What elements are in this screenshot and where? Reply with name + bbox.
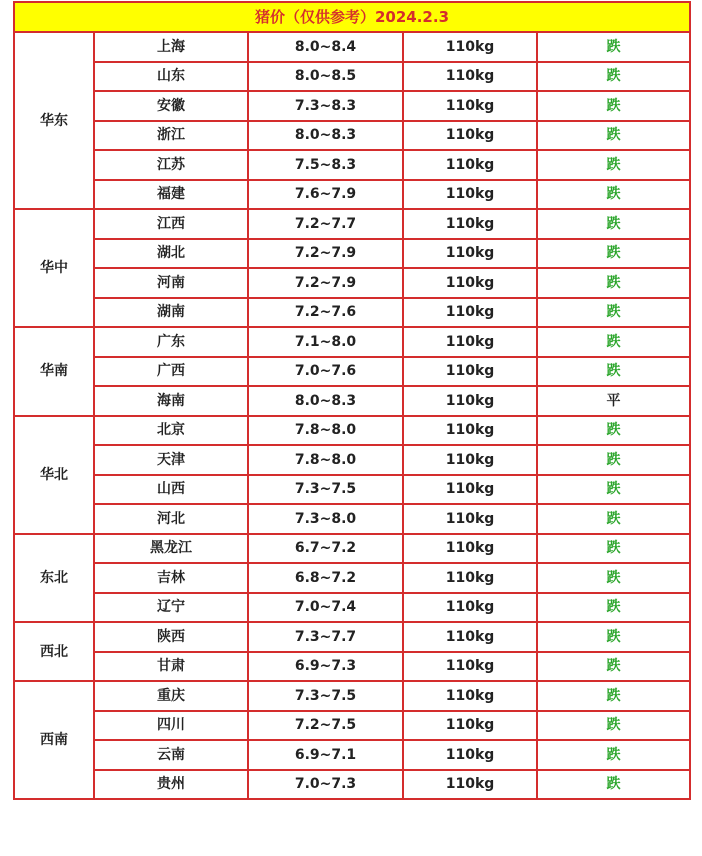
table-row [14, 239, 690, 269]
trend: 跌 [537, 770, 690, 800]
weight: 110kg [403, 593, 537, 623]
province-name: 福建 [94, 180, 248, 210]
table-row [14, 62, 690, 92]
table-row [14, 740, 690, 770]
province-name: 甘肃 [94, 652, 248, 682]
province-name: 海南 [94, 386, 248, 416]
trend: 跌 [537, 327, 690, 357]
province-name: 北京 [94, 416, 248, 446]
price-range: 7.2~7.5 [248, 711, 403, 741]
weight: 110kg [403, 239, 537, 269]
table-row [14, 121, 690, 151]
weight: 110kg [403, 91, 537, 121]
weight: 110kg [403, 475, 537, 505]
price-range: 7.3~8.0 [248, 504, 403, 534]
price-range: 7.6~7.9 [248, 180, 403, 210]
region-name: 华中 [14, 209, 94, 327]
table-row [14, 91, 690, 121]
price-range: 7.3~7.7 [248, 622, 403, 652]
price-range: 8.0~8.3 [248, 386, 403, 416]
trend: 跌 [537, 32, 690, 62]
table-body [14, 2, 690, 799]
province-name: 山东 [94, 62, 248, 92]
table-row [14, 652, 690, 682]
table-row [14, 180, 690, 210]
weight: 110kg [403, 534, 537, 564]
table-row [14, 357, 690, 387]
price-range: 7.8~8.0 [248, 416, 403, 446]
price-range: 7.2~7.7 [248, 209, 403, 239]
table-row [14, 711, 690, 741]
weight: 110kg [403, 652, 537, 682]
trend: 跌 [537, 652, 690, 682]
price-range: 7.3~7.5 [248, 475, 403, 505]
weight: 110kg [403, 681, 537, 711]
title-row [14, 2, 690, 32]
price-range: 7.3~8.3 [248, 91, 403, 121]
province-name: 天津 [94, 445, 248, 475]
table-row [14, 681, 690, 711]
price-range: 7.5~8.3 [248, 150, 403, 180]
weight: 110kg [403, 327, 537, 357]
trend: 跌 [537, 534, 690, 564]
table-row [14, 268, 690, 298]
table-row [14, 504, 690, 534]
weight: 110kg [403, 770, 537, 800]
province-name: 安徽 [94, 91, 248, 121]
price-range: 7.0~7.3 [248, 770, 403, 800]
pig-price-table [13, 1, 691, 800]
trend: 跌 [537, 121, 690, 151]
province-name: 河北 [94, 504, 248, 534]
province-name: 湖北 [94, 239, 248, 269]
trend: 跌 [537, 180, 690, 210]
trend: 跌 [537, 711, 690, 741]
weight: 110kg [403, 268, 537, 298]
price-range: 6.7~7.2 [248, 534, 403, 564]
province-name: 湖南 [94, 298, 248, 328]
region-name: 华南 [14, 327, 94, 416]
price-range: 6.9~7.3 [248, 652, 403, 682]
table-row [14, 327, 690, 357]
province-name: 江苏 [94, 150, 248, 180]
trend: 跌 [537, 416, 690, 446]
province-name: 贵州 [94, 770, 248, 800]
trend: 跌 [537, 209, 690, 239]
trend: 跌 [537, 91, 690, 121]
table-row [14, 298, 690, 328]
table-row [14, 150, 690, 180]
weight: 110kg [403, 416, 537, 446]
table-row [14, 386, 690, 416]
province-name: 江西 [94, 209, 248, 239]
price-range: 6.9~7.1 [248, 740, 403, 770]
weight: 110kg [403, 711, 537, 741]
province-name: 辽宁 [94, 593, 248, 623]
weight: 110kg [403, 386, 537, 416]
table-row [14, 593, 690, 623]
weight: 110kg [403, 180, 537, 210]
table-row [14, 622, 690, 652]
province-name: 吉林 [94, 563, 248, 593]
weight: 110kg [403, 32, 537, 62]
trend: 跌 [537, 740, 690, 770]
trend: 平 [537, 386, 690, 416]
trend: 跌 [537, 268, 690, 298]
table-row [14, 445, 690, 475]
trend: 跌 [537, 504, 690, 534]
trend: 跌 [537, 593, 690, 623]
province-name: 浙江 [94, 121, 248, 151]
trend: 跌 [537, 62, 690, 92]
province-name: 广西 [94, 357, 248, 387]
table-title: 猪价（仅供参考）2024.2.3 [14, 2, 690, 32]
price-range: 7.1~8.0 [248, 327, 403, 357]
province-name: 广东 [94, 327, 248, 357]
province-name: 四川 [94, 711, 248, 741]
province-name: 云南 [94, 740, 248, 770]
weight: 110kg [403, 150, 537, 180]
price-range: 8.0~8.5 [248, 62, 403, 92]
weight: 110kg [403, 62, 537, 92]
weight: 110kg [403, 121, 537, 151]
price-range: 8.0~8.3 [248, 121, 403, 151]
table-row [14, 209, 690, 239]
province-name: 河南 [94, 268, 248, 298]
table-row [14, 563, 690, 593]
weight: 110kg [403, 622, 537, 652]
price-range: 7.0~7.6 [248, 357, 403, 387]
weight: 110kg [403, 209, 537, 239]
region-name: 西北 [14, 622, 94, 681]
price-range: 7.0~7.4 [248, 593, 403, 623]
region-name: 西南 [14, 681, 94, 799]
province-name: 黑龙江 [94, 534, 248, 564]
weight: 110kg [403, 504, 537, 534]
table-row [14, 475, 690, 505]
province-name: 重庆 [94, 681, 248, 711]
price-range: 7.8~8.0 [248, 445, 403, 475]
province-name: 陕西 [94, 622, 248, 652]
trend: 跌 [537, 475, 690, 505]
price-range: 8.0~8.4 [248, 32, 403, 62]
weight: 110kg [403, 298, 537, 328]
trend: 跌 [537, 239, 690, 269]
trend: 跌 [537, 357, 690, 387]
trend: 跌 [537, 150, 690, 180]
trend: 跌 [537, 622, 690, 652]
table-row [14, 770, 690, 800]
table-row [14, 32, 690, 62]
price-range: 7.2~7.6 [248, 298, 403, 328]
province-name: 山西 [94, 475, 248, 505]
region-name: 华东 [14, 32, 94, 209]
weight: 110kg [403, 740, 537, 770]
province-name: 上海 [94, 32, 248, 62]
trend: 跌 [537, 681, 690, 711]
price-range: 6.8~7.2 [248, 563, 403, 593]
trend: 跌 [537, 298, 690, 328]
trend: 跌 [537, 445, 690, 475]
region-name: 华北 [14, 416, 94, 534]
price-range: 7.2~7.9 [248, 268, 403, 298]
weight: 110kg [403, 357, 537, 387]
price-range: 7.2~7.9 [248, 239, 403, 269]
weight: 110kg [403, 445, 537, 475]
weight: 110kg [403, 563, 537, 593]
trend: 跌 [537, 563, 690, 593]
table-row [14, 534, 690, 564]
region-name: 东北 [14, 534, 94, 623]
table-row [14, 416, 690, 446]
price-range: 7.3~7.5 [248, 681, 403, 711]
